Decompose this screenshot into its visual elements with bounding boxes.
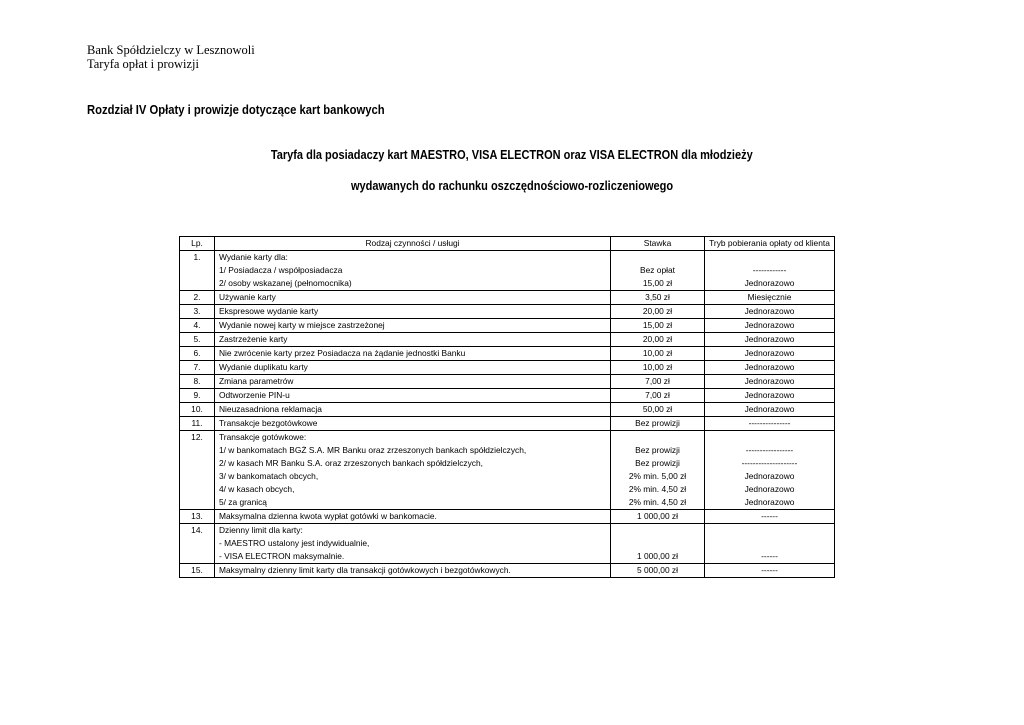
service-description-line: 3/ w bankomatach obcych, [219,471,319,481]
service-description-line: Ekspresowe wydanie karty [219,306,319,316]
service-description-line: Zastrzeżenie karty [219,334,288,344]
charge-mode-line [709,537,830,550]
service-description-line: 5/ za granicą [219,497,267,507]
charge-mode-line: ------ [761,551,778,561]
charge-mode-line: ------ [761,565,778,575]
column-header-service: Rodzaj czynności / usługi [215,237,611,251]
service-description-line: 1/ w bankomatach BGŻ S.A. MR Banku oraz zrzeszonych bankach spółdzielczych, [219,445,527,455]
table-row [180,510,835,524]
service-description-line: Transakcje gotówkowe: [219,432,307,442]
service-description-cell [215,347,611,361]
service-description-cell [215,305,611,319]
row-number-cell: 2. [180,291,215,305]
charge-mode-line: Jednorazowo [744,278,795,288]
fee-rate-line: 2% min. 5,00 zł [628,471,687,481]
bank-name: Bank Spółdzielczy w Lesznowoli [87,43,255,57]
charge-mode-line: Jednorazowo [744,320,795,330]
table-row [180,431,835,510]
fee-rate-cell [611,403,705,417]
fee-rate-cell [611,361,705,375]
fee-rate-line: 3,50 zł [645,292,670,302]
fee-rate-cell [611,524,705,564]
service-description-line: 4/ w kasach obcych, [219,484,295,494]
fee-rate-line: 7,00 zł [645,376,670,386]
table-header-row [180,237,835,251]
fee-rate-cell [611,417,705,431]
charge-mode-cell [705,389,835,403]
column-header-lp: Lp. [180,237,215,251]
fee-rate-cell [611,375,705,389]
charge-mode-line: Jednorazowo [744,390,795,400]
service-description-line: Maksymalna dzienna kwota wypłat gotówki w bankomacie. [219,511,437,521]
table-row [180,361,835,375]
row-number-cell: 3. [180,305,215,319]
fee-rate-line: Bez opłat [640,265,675,275]
fee-rate-line: 1 000,00 zł [637,551,678,561]
service-description-line: 1/ Posiadacza / współposiadacza [219,265,343,275]
service-description-line: Wydanie nowej karty w miejsce zastrzeżonej [219,320,385,330]
charge-mode-cell [705,347,835,361]
charge-mode-cell [705,417,835,431]
fee-rate-line [615,524,700,537]
row-number-cell: 7. [180,361,215,375]
table-row [180,319,835,333]
service-description-cell [215,333,611,347]
charge-mode-line: Jednorazowo [744,334,795,344]
table-row [180,305,835,319]
charge-mode-line: -------------------- [741,458,798,468]
table-row [180,417,835,431]
charge-mode-line: Miesięcznie [747,292,792,302]
charge-mode-line: Jednorazowo [744,306,795,316]
charge-mode-line: ----------------- [745,445,794,455]
table-row [180,524,835,564]
charge-mode-cell [705,333,835,347]
fee-rate-line: 20,00 zł [642,306,673,316]
fee-rate-line: Bez prowizji [635,445,680,455]
fee-rate-cell [611,564,705,578]
service-description-cell [215,403,611,417]
fee-rate-line: 20,00 zł [642,334,673,344]
fee-rate-line: 5 000,00 zł [637,565,678,575]
row-number-cell: 14. [180,524,215,564]
table-row [180,347,835,361]
charge-mode-line: Jednorazowo [744,404,795,414]
charge-mode-line: Jednorazowo [744,497,795,507]
table-row [180,251,835,291]
table-row [180,564,835,578]
service-description-line: Maksymalny dzienny limit karty dla transakcji gotówkowych i bezgotówkowych. [219,565,511,575]
service-description-line: Używanie karty [219,292,276,302]
column-header-rate: Stawka [611,237,705,251]
service-description-cell [215,431,611,510]
service-description-line: - MAESTRO ustalony jest indywidualnie, [219,538,370,548]
charge-mode-line [709,524,830,537]
fee-rate-cell [611,389,705,403]
service-description-line: Wydanie karty dla: [219,252,288,262]
fee-rate-line: Bez prowizji [635,458,680,468]
service-description-line: 2/ w kasach MR Banku S.A. oraz zrzeszonych bankach spółdzielczych, [219,458,483,468]
fee-rate-line: 15,00 zł [642,320,673,330]
fee-rate-line: 10,00 zł [642,348,673,358]
tariff-title-line1: Taryfa dla posiadaczy kart MAESTRO, VISA ELECTRON oraz VISA ELECTRON dla młodzieży [271,148,753,162]
row-number-cell: 5. [180,333,215,347]
fee-rate-line: 10,00 zł [642,362,673,372]
service-description-line: Transakcje bezgotówkowe [219,418,318,428]
service-description-line: - VISA ELECTRON maksymalnie. [219,551,345,561]
table-row [180,403,835,417]
row-number-cell: 9. [180,389,215,403]
document-name: Taryfa opłat i prowizji [87,57,199,71]
charge-mode-cell [705,524,835,564]
table-row [180,375,835,389]
row-number-cell: 15. [180,564,215,578]
table-row [180,291,835,305]
charge-mode-cell [705,564,835,578]
fee-rate-line: 1 000,00 zł [637,511,678,521]
service-description-cell [215,251,611,291]
fee-rate-line: 2% min. 4,50 zł [628,484,687,494]
service-description-cell [215,389,611,403]
row-number-cell: 11. [180,417,215,431]
document-header [87,43,255,71]
service-description-line: Zmiana parametrów [219,376,294,386]
row-number-cell: 10. [180,403,215,417]
fee-rate-line [615,251,700,264]
tariff-title [0,148,1024,162]
fee-rate-cell [611,305,705,319]
service-description-cell [215,375,611,389]
row-number-cell: 8. [180,375,215,389]
tariff-subtitle [0,179,1024,193]
service-description-cell [215,524,611,564]
charge-mode-line: Jednorazowo [744,362,795,372]
fee-rate-line [615,537,700,550]
service-description-cell [215,510,611,524]
service-description-line: 2/ osoby wskazanej (pełnomocnika) [219,278,352,288]
charge-mode-cell [705,305,835,319]
charge-mode-cell [705,431,835,510]
charge-mode-line: ------------ [752,265,787,275]
table-row [180,389,835,403]
service-description-line: Nie zwrócenie karty przez Posiadacza na żądanie jednostki Banku [219,348,466,358]
charge-mode-line: Jednorazowo [744,376,795,386]
fee-rate-cell [611,431,705,510]
service-description-line: Wydanie duplikatu karty [219,362,308,372]
fee-rate-line: Bez prowizji [635,418,680,428]
charge-mode-cell [705,251,835,291]
charge-mode-cell [705,375,835,389]
service-description-cell [215,291,611,305]
charge-mode-line [709,251,830,264]
service-description-line: Nieuzasadniona reklamacja [219,404,322,414]
service-description-cell [215,319,611,333]
column-header-mode: Tryb pobierania opłaty od klienta [705,237,835,251]
fee-rate-line: 15,00 zł [642,278,673,288]
charge-mode-line [709,431,830,444]
charge-mode-cell [705,361,835,375]
charge-mode-cell [705,510,835,524]
service-description-cell [215,564,611,578]
charge-mode-cell [705,291,835,305]
fee-rate-cell [611,291,705,305]
charge-mode-line: ------ [761,511,778,521]
row-number-cell: 13. [180,510,215,524]
chapter-heading: Rozdział IV Opłaty i prowizje dotyczące kart bankowych [87,103,385,117]
row-number-cell: 1. [180,251,215,291]
row-number-cell: 6. [180,347,215,361]
charge-mode-line: Jednorazowo [744,484,795,494]
charge-mode-line: Jednorazowo [744,471,795,481]
fee-rate-cell [611,347,705,361]
table-row [180,333,835,347]
row-number-cell: 4. [180,319,215,333]
charge-mode-cell [705,319,835,333]
service-description-line: Odtworzenie PIN-u [219,390,290,400]
fee-rate-cell [611,319,705,333]
fee-rate-line [615,431,700,444]
fee-rate-line: 2% min. 4,50 zł [628,497,687,507]
fee-rate-cell [611,251,705,291]
fee-rate-line: 50,00 zł [642,404,673,414]
row-number-cell: 12. [180,431,215,510]
charge-mode-line: --------------- [748,418,791,428]
charge-mode-line: Jednorazowo [744,348,795,358]
charge-mode-cell [705,403,835,417]
service-description-line: Dzienny limit dla karty: [219,525,303,535]
fee-rate-cell [611,510,705,524]
tariff-title-line2: wydawanych do rachunku oszczędnościowo-rozliczeniowego [350,179,674,193]
fee-rate-line: 7,00 zł [645,390,670,400]
fees-table [179,236,835,578]
service-description-cell [215,417,611,431]
fee-rate-cell [611,333,705,347]
service-description-cell [215,361,611,375]
